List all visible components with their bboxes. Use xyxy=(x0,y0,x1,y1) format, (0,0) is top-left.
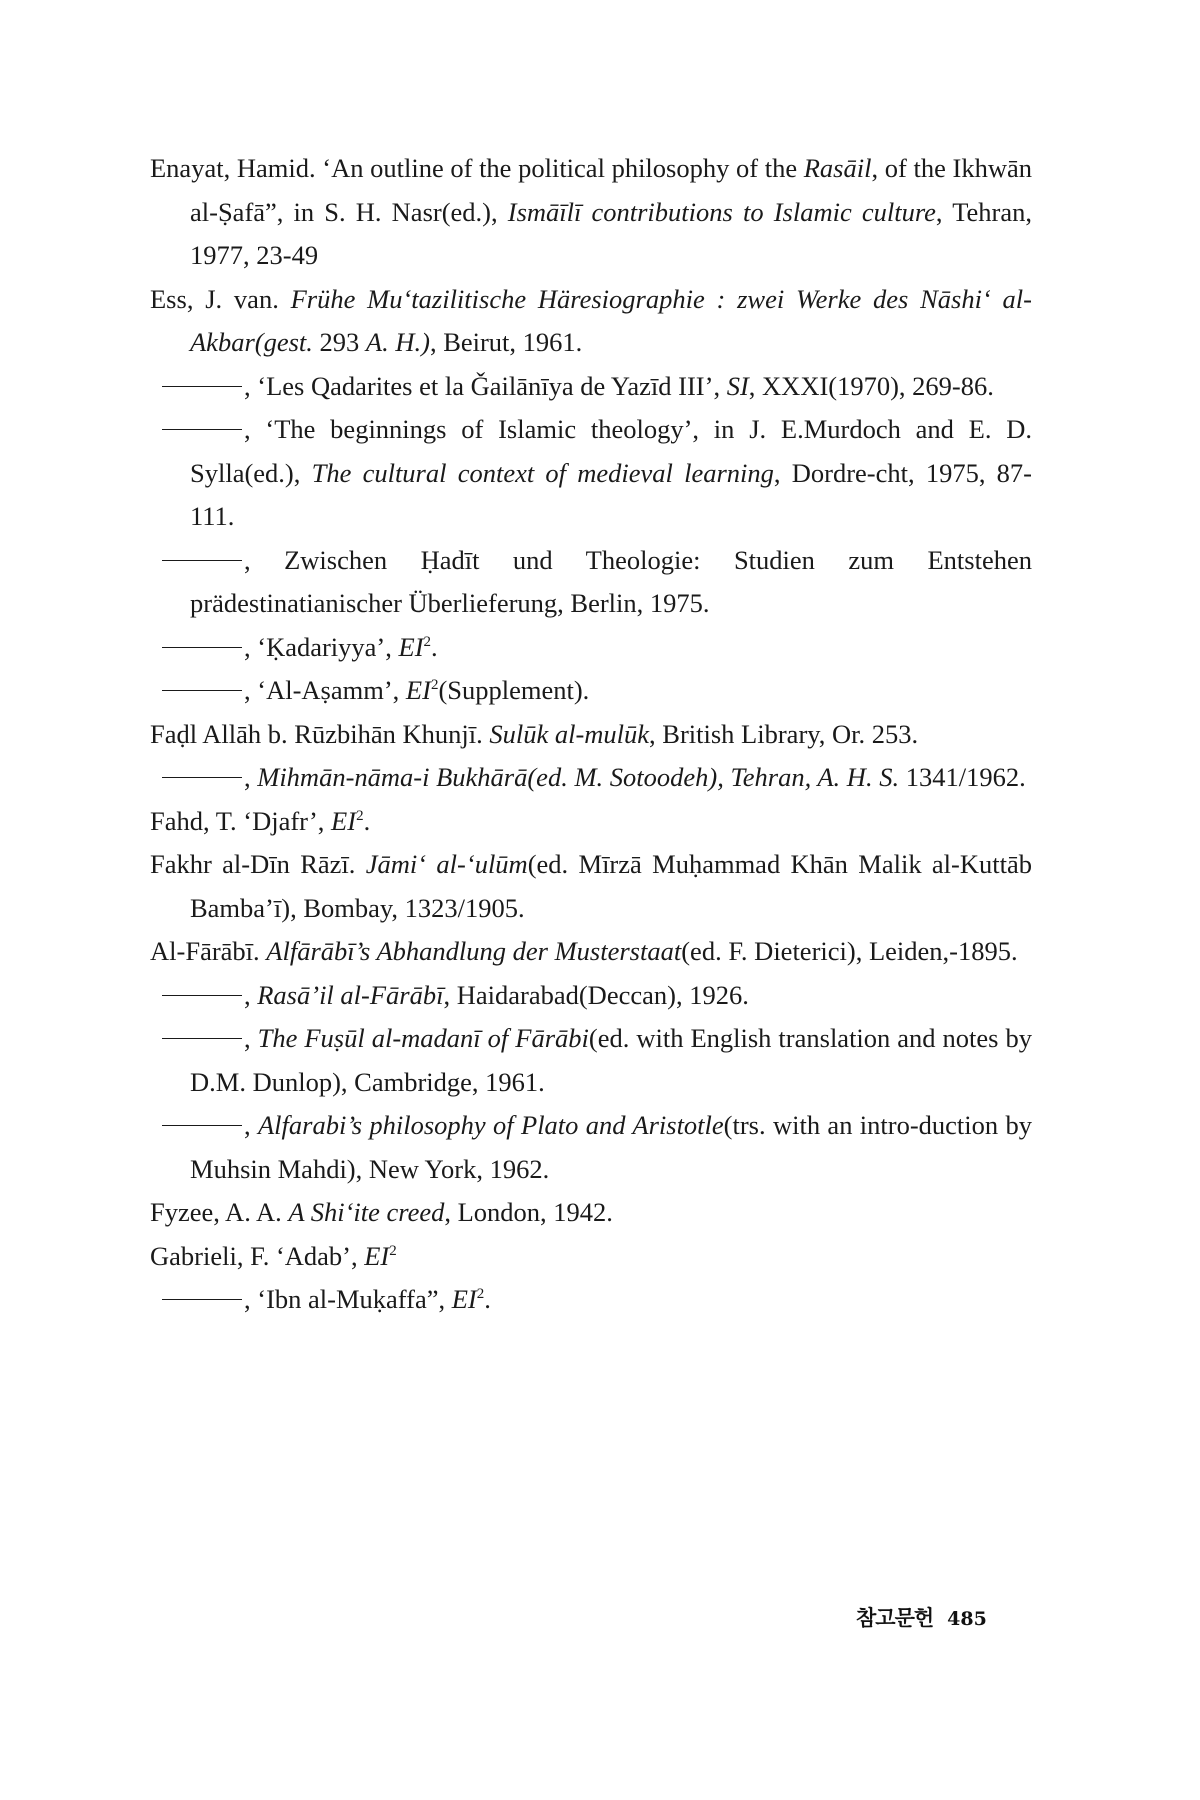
entry-title-italic: SI xyxy=(726,370,749,401)
repeat-author-dash xyxy=(162,690,242,691)
entry-title-italic: A. H.) xyxy=(365,327,430,357)
entry-title-italic: Alfārābī’s Abhandlung der Musterstaat xyxy=(266,936,682,966)
bibliography-list xyxy=(150,147,1032,1322)
entry-text: Gabrieli, F. ‘Adab’, xyxy=(150,1240,365,1271)
entry-title-italic: The Fuṣūl al-madanī of Fārābi xyxy=(257,1023,589,1053)
entry-title-italic: Mihmān-nāma-i Bukhārā(ed. M. Sotoodeh), Tehran, A. H. S. xyxy=(257,762,900,792)
edition-superscript: 2 xyxy=(389,1242,397,1259)
entry-text: . xyxy=(484,1284,491,1314)
entry-text: , ‘The beginnings of Islamic theology’, in J. E.Murdoch and E. D. Sylla(ed.), xyxy=(190,414,1032,488)
edition-superscript: 2 xyxy=(423,633,432,650)
entry-text: . xyxy=(431,631,438,662)
entry-text: , London, 1942. xyxy=(444,1197,613,1227)
entry-title-italic: EI xyxy=(451,1284,477,1314)
entry-text: , xyxy=(244,979,258,1010)
bibliography-entry xyxy=(150,713,1032,757)
entry-text: , XXXI(1970), 269-86. xyxy=(748,370,994,401)
bibliography-entry xyxy=(150,365,1032,409)
repeat-author-dash xyxy=(162,386,242,387)
entry-title-italic: Sulūk al-mulūk xyxy=(489,718,650,749)
bibliography-entry xyxy=(150,800,1032,844)
entry-text: (ed. F. Dieterici), Leiden,-1895. xyxy=(681,936,1018,966)
entry-title-italic: EI xyxy=(405,675,431,705)
entry-text: , ‘Al-Aṣamm’, xyxy=(244,675,406,705)
entry-text: , xyxy=(244,1110,258,1140)
entry-text: , of the Ikhwān al-Ṣafā”, in S. H. Nasr(ed.), xyxy=(190,153,1032,227)
entry-text: Ess, J. van. xyxy=(150,283,291,314)
entry-text: , ‘Ibn al-Muḳaffa”, xyxy=(244,1284,452,1314)
entry-text: , Dordre-cht, 1975, 87-111. xyxy=(190,457,1033,531)
entry-text: (trs. with an intro-duction by Muhsin Mahdi), New York, 1962. xyxy=(190,1110,1033,1184)
entry-title-italic: Frühe Mu‘tazilitische Häresiographie : zwei Werke des Nāshi‘ al-Akbar(gest. xyxy=(190,283,1032,357)
running-footer xyxy=(856,1602,987,1632)
entry-text: , ‘Les Qadarites et la Ǧailānīya de Yazīd III’, xyxy=(244,370,727,401)
entry-text: , Tehran, 1977, 23-49 xyxy=(190,196,1033,270)
bibliography-entry xyxy=(150,408,1032,539)
bibliography-entry xyxy=(150,1235,1032,1279)
entry-title-italic: Rasāil xyxy=(803,153,872,183)
repeat-author-dash xyxy=(162,647,242,648)
bibliography-entry xyxy=(150,626,1032,670)
bibliography-entry xyxy=(150,278,1032,365)
entry-title-italic: EI xyxy=(398,631,424,662)
entry-text: 1341/1962. xyxy=(899,762,1026,792)
entry-text: Faḍl Allāh b. Rūzbihān Khunjī. xyxy=(150,718,490,749)
bibliography-entry xyxy=(150,147,1032,278)
entry-text: . xyxy=(363,805,371,836)
entry-text: (ed. with English translation and notes by D.M. Dunlop), Cambridge, 1961. xyxy=(190,1023,1032,1097)
repeat-author-dash xyxy=(162,777,242,778)
entry-text: , xyxy=(244,762,258,792)
entry-text: (Supplement). xyxy=(438,675,590,705)
repeat-author-dash xyxy=(162,1125,242,1126)
entry-title-italic: A Shi‘ite creed xyxy=(288,1197,445,1227)
page-number: 485 xyxy=(947,1608,987,1630)
repeat-author-dash xyxy=(162,1299,242,1300)
bibliography-entry xyxy=(150,843,1032,930)
entry-text: Fyzee, A. A. xyxy=(150,1197,289,1227)
bibliography-entry xyxy=(150,539,1032,626)
entry-title-italic: EI xyxy=(364,1240,390,1271)
entry-title-italic: EI xyxy=(331,805,357,836)
repeat-author-dash xyxy=(162,995,242,996)
bibliography-entry xyxy=(150,974,1032,1018)
entry-text: , Beirut, 1961. xyxy=(429,327,583,357)
bibliography-entry xyxy=(150,1017,1032,1104)
entry-text: , xyxy=(244,1023,258,1053)
entry-text: Fahd, T. ‘Djafr’, xyxy=(150,805,332,836)
bibliography-entry xyxy=(150,1191,1032,1235)
repeat-author-dash xyxy=(162,560,242,561)
entry-title-italic: Jāmi‘ al-‘ulūm xyxy=(365,849,528,879)
entry-title-italic: Alfarabi’s philosophy of Plato and Aristotle xyxy=(257,1110,724,1140)
entry-text: Al-Fārābī. xyxy=(150,936,267,966)
entry-text: , Haidarabad(Deccan), 1926. xyxy=(443,979,749,1010)
entry-text: , Zwischen Ḥadīt und Theologie: Studien zum Entstehen prädestinatianischer Überlieferung, Berlin, 1975. xyxy=(190,544,1032,618)
entry-text: Enayat, Hamid. ‘An outline of the political philosophy of the xyxy=(150,153,804,183)
entry-text: Fakhr al-Dīn Rāzī. xyxy=(150,849,366,879)
repeat-author-dash xyxy=(162,1038,242,1039)
edition-superscript: 2 xyxy=(476,1286,485,1303)
entry-text: (ed. Mīrzā Muḥammad Khān Malik al-Kuttāb Bamba’ī), Bombay, 1323/1905. xyxy=(190,849,1032,923)
bibliography-entry xyxy=(150,1104,1032,1191)
entry-title-italic: The cultural context of medieval learning xyxy=(311,457,774,488)
entry-title-italic: Rasā’il al-Fārābī xyxy=(257,979,444,1010)
entry-text: 293 xyxy=(319,327,366,357)
entry-text: , ‘Ḳadariyya’, xyxy=(244,631,399,662)
edition-superscript: 2 xyxy=(356,807,364,824)
entry-title-italic: Ismāīlī contributions to Islamic culture xyxy=(507,196,936,227)
section-title: 참고문헌 xyxy=(856,1606,934,1630)
bibliography-page xyxy=(150,147,1032,1322)
bibliography-entry xyxy=(150,930,1032,974)
bibliography-entry xyxy=(150,1278,1032,1322)
edition-superscript: 2 xyxy=(430,677,439,694)
entry-text: , British Library, Or. 253. xyxy=(649,718,919,749)
bibliography-entry xyxy=(150,756,1032,800)
bibliography-entry xyxy=(150,669,1032,713)
repeat-author-dash xyxy=(162,429,242,430)
